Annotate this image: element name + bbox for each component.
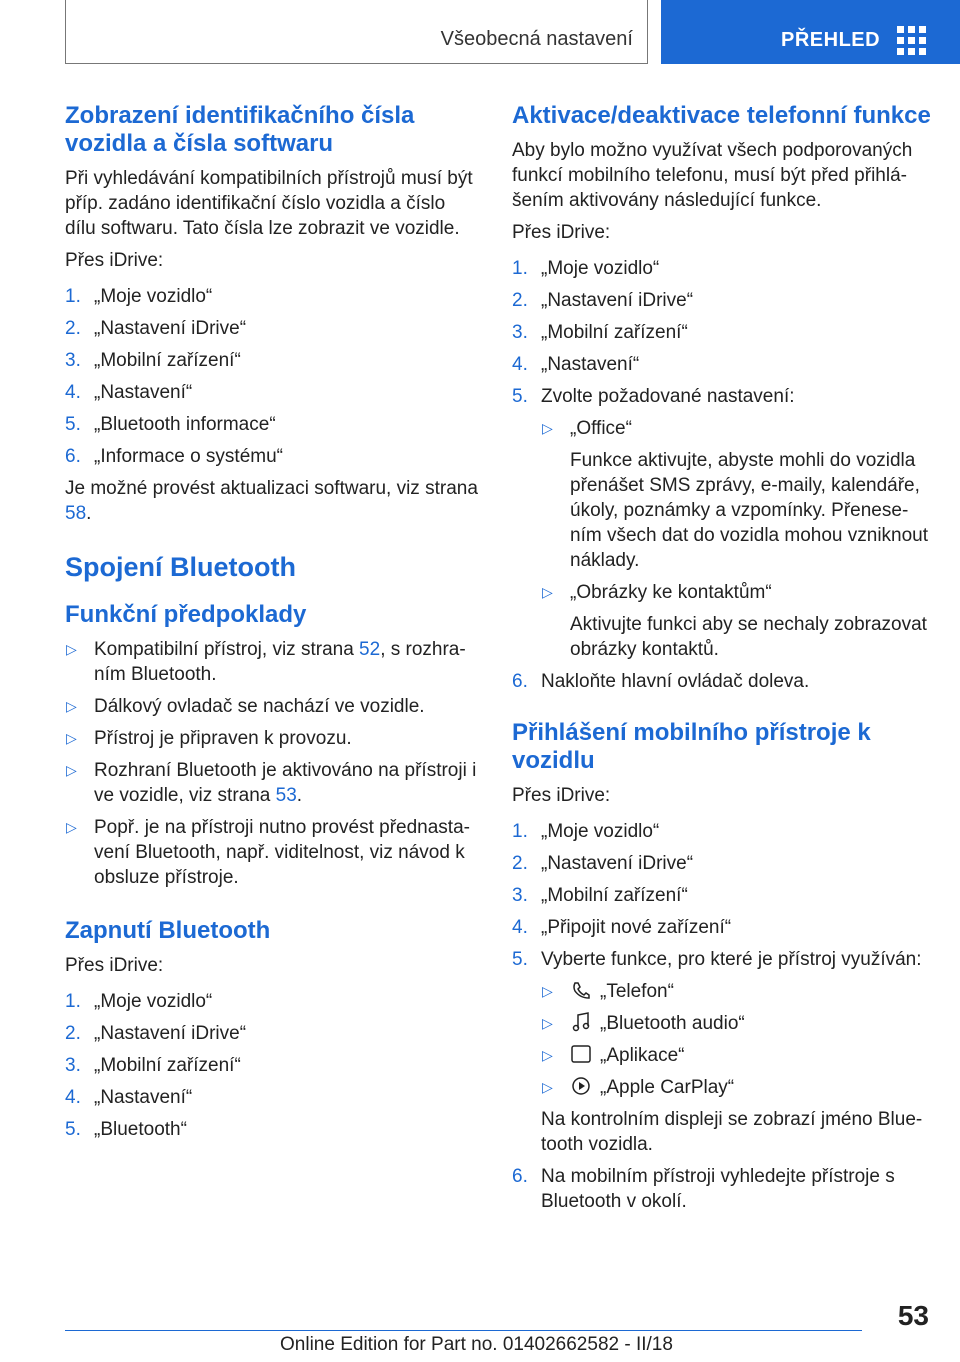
via-idrive-label: Přes iDrive: [512,222,611,243]
bullet-item: ▷ Popř. je na přístroji nutno provést přednasta‐ vení Bluetooth, např. viditelnost, viz návod k obsluze přístroje. [66,817,470,888]
step-item: 2. „Nastavení iDrive“ [65,1023,247,1044]
bullet-item: ▷ Dálkový ovladač se nachází ve vozidle. [66,696,425,717]
step-item: 4. „Nastavení“ [512,354,640,375]
step-item: 4. „Nastavení“ [65,382,193,403]
bullet-item: ▷ Přístroj je připraven k provozu. [66,728,352,749]
page-link[interactable]: 52 [359,639,381,660]
section-title-phone-function: Aktivace/deaktivace telefonní funkce [512,102,931,129]
option-item: ▷ „Bluetooth audio“ [542,1013,745,1034]
paragraph: Je možné provést aktualizaci softwaru, viz strana 58. [65,478,478,524]
step-item: 5. Zvolte požadované nastavení: [512,386,795,407]
option-item: ▷ „Telefon“ [542,981,674,1002]
option-item: ▷ „Aplikace“ [542,1045,685,1066]
page-number: 53 [897,1300,929,1331]
overview-nav-label: PŘEHLED [781,29,881,51]
via-idrive-label: Přes iDrive: [65,250,164,271]
paragraph: Aby bylo možno využívat všech podporovaných funkcí mobilního telefonu, musí být před přihlá‐ šením aktivovány následující funkce. [512,140,913,211]
music-note-icon [570,1012,592,1032]
option-item: ▷ „Office“ [542,418,632,439]
step-item: 2. „Nastavení iDrive“ [512,853,694,874]
left-column [65,102,480,1149]
section-title-pair-device: Přihlášení mobilního přístroje k vozidlu [512,719,871,774]
step-item: 3. „Mobilní zařízení“ [512,885,688,906]
section-title-enable-bluetooth: Zapnutí Bluetooth [65,917,271,944]
option-item: ▷ „Apple CarPlay“ [542,1077,735,1098]
footer-divider [65,1330,862,1331]
step-item: 6. „Informace o systému“ [65,446,283,467]
step-item: 5. Vyberte funkce, pro které je přístroj využíván: [512,949,922,970]
section-title-prerequisites: Funkční předpoklady [65,601,307,628]
step-item: 6. Nakloňte hlavní ovládač doleva. [512,671,810,692]
step-item: 5. „Bluetooth informace“ [65,414,276,435]
step-item: 5. „Bluetooth“ [65,1119,187,1140]
step-item: 2. „Nastavení iDrive“ [65,318,247,339]
chapter-title-bluetooth: Spojení Bluetooth [65,552,296,582]
bullet-item: ▷ Kompatibilní přístroj, viz strana 52, s rozhra‐ ním Bluetooth. [66,639,466,685]
step-item: 4. „Nastavení“ [65,1087,193,1108]
overview-nav-button[interactable] [661,0,960,64]
header-section-tab [65,0,648,64]
step-item: 2. „Nastavení iDrive“ [512,290,694,311]
option-description: Aktivujte funkci aby se nechaly zobrazovat obrázky kontaktů. [570,614,927,660]
option-description: Funkce aktivujte, abyste mohli do vozidla přenášet SMS zprávy, e-maily, kalendáře, úkoly, poznámky a vzpomínky. Přenese‐ ním všech dat do vozidla mohou vzniknout náklady. [570,450,929,571]
step-item: 3. „Mobilní zařízení“ [65,350,241,371]
carplay-icon [570,1076,592,1096]
page-link[interactable]: 58 [65,503,87,524]
step-item: 1. „Moje vozidlo“ [512,258,660,279]
section-title-vin-software: Zobrazení identifikačního čísla vozidla a čísla softwaru [65,102,415,157]
step-item: 1. „Moje vozidlo“ [65,286,213,307]
step-item: 1. „Moje vozidlo“ [512,821,660,842]
step-item: 3. „Mobilní zařízení“ [65,1055,241,1076]
phone-icon [570,980,592,1000]
app-window-icon [570,1044,592,1064]
step-item: 6. Na mobilním přístroji vyhledejte přístroje s Bluetooth v okolí. [512,1166,895,1212]
page-link[interactable]: 53 [275,785,297,806]
step-item: 1. „Moje vozidlo“ [65,991,213,1012]
paragraph: Na kontrolním displeji se zobrazí jméno Blue‐ tooth vozidla. [541,1109,923,1155]
right-column [512,102,932,1221]
bullet-item: ▷ Rozhraní Bluetooth je aktivováno na přístroji i ve vozidle, viz strana 53. [66,760,477,806]
step-item: 3. „Mobilní zařízení“ [512,322,688,343]
header-section-title: Všeobecná nastavení [440,28,633,50]
via-idrive-label: Přes iDrive: [65,955,164,976]
step-item: 4. „Připojit nové zařízení“ [512,917,732,938]
via-idrive-label: Přes iDrive: [512,785,611,806]
paragraph: Při vyhledávání kompatibilních přístrojů musí být příp. zadáno identifikační číslo vozidla a číslo dílu softwaru. Tato čísla lze zobrazit ve vozidle. [65,168,473,239]
option-item: ▷ „Obrázky ke kontaktům“ [542,582,772,603]
grid-icon [897,26,927,56]
edition-footer: Online Edition for Part no. 01402662582 - II/18 [280,1334,673,1355]
